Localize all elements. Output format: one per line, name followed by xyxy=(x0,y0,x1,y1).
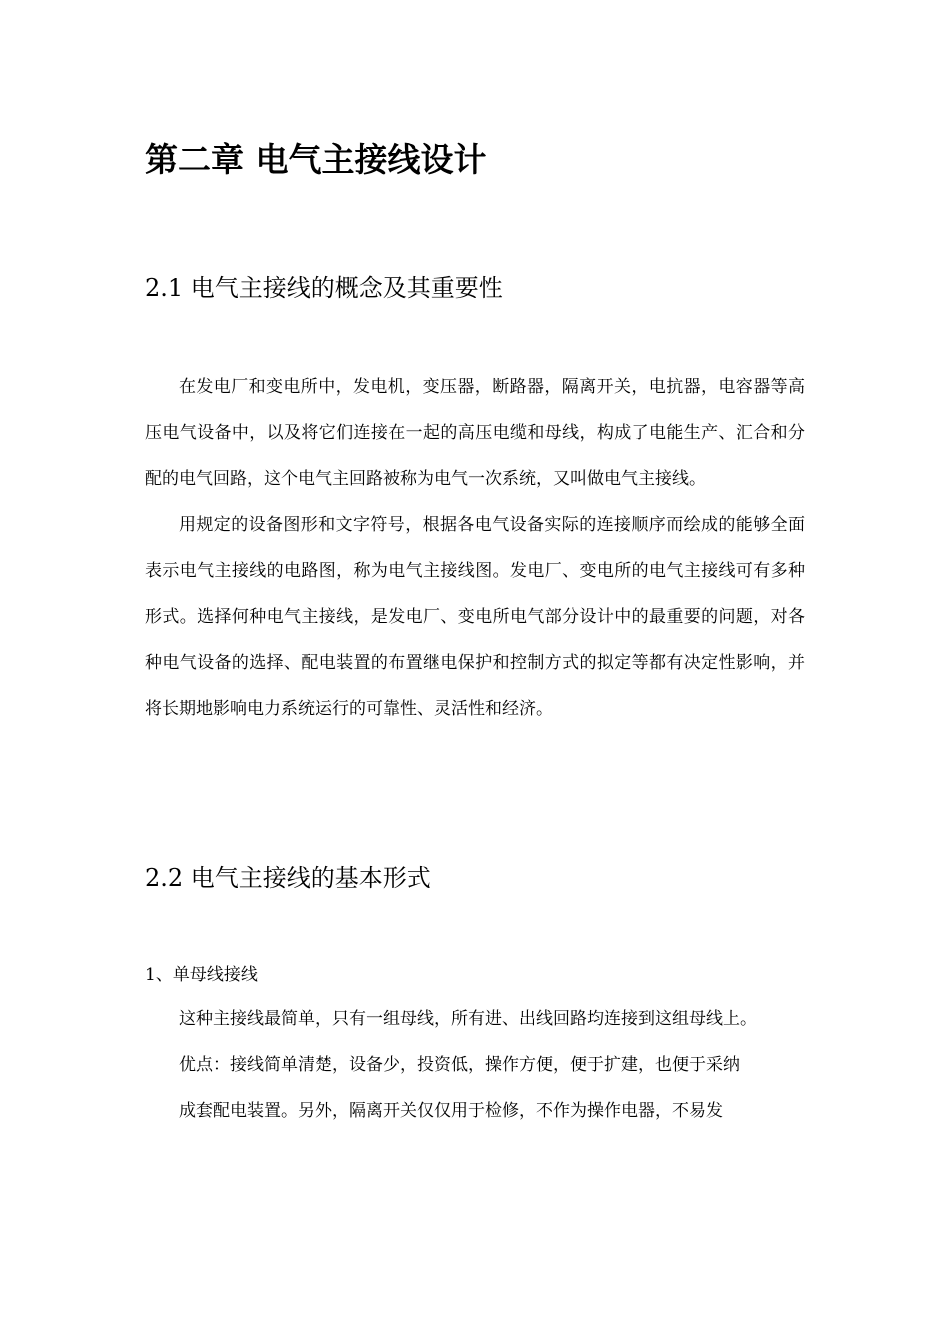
section-heading-2-2: 2.2 电气主接线的基本形式 xyxy=(145,864,431,892)
paragraph: 这种主接线最简单，只有一组母线，所有进、出线回路均连接到这组母线上。 xyxy=(179,1009,757,1029)
section-2-2-body xyxy=(145,996,805,1134)
section-2-1-body xyxy=(145,364,805,732)
subheading-single-busbar: 1、单母线接线 xyxy=(145,965,258,985)
paragraph: 成套配电装置。另外，隔离开关仅仅用于检修，不作为操作电器，不易发 xyxy=(179,1101,723,1121)
section-heading-2-1: 2.1 电气主接线的概念及其重要性 xyxy=(145,274,503,302)
paragraph: 用规定的设备图形和文字符号，根据各电气设备实际的连接顺序而绘成的能够全面表示电气主接线的电路图，称为电气主接线图。发电厂、变电所的电气主接线可有多种形式。选择何种电气主接线，是发电厂、变电所电气部分设计中的最重要的问题，对各种电气设备的选择、配电装置的布置继电保护和控制方式的拟定等都有决定性影响，并将长期地影响电力系统运行的可靠性、灵活性和经济。 xyxy=(145,515,805,719)
paragraph: 优点：接线简单清楚，设备少，投资低，操作方便，便于扩建，也便于采纳 xyxy=(179,1055,740,1075)
paragraph: 在发电厂和变电所中，发电机，变压器，断路器，隔离开关，电抗器，电容器等高压电气设备中，以及将它们连接在一起的高压电缆和母线，构成了电能生产、汇合和分配的电气回路，这个电气主回路被称为电气一次系统，又叫做电气主接线。 xyxy=(145,377,805,489)
chapter-title: 第二章 电气主接线设计 xyxy=(145,140,487,179)
